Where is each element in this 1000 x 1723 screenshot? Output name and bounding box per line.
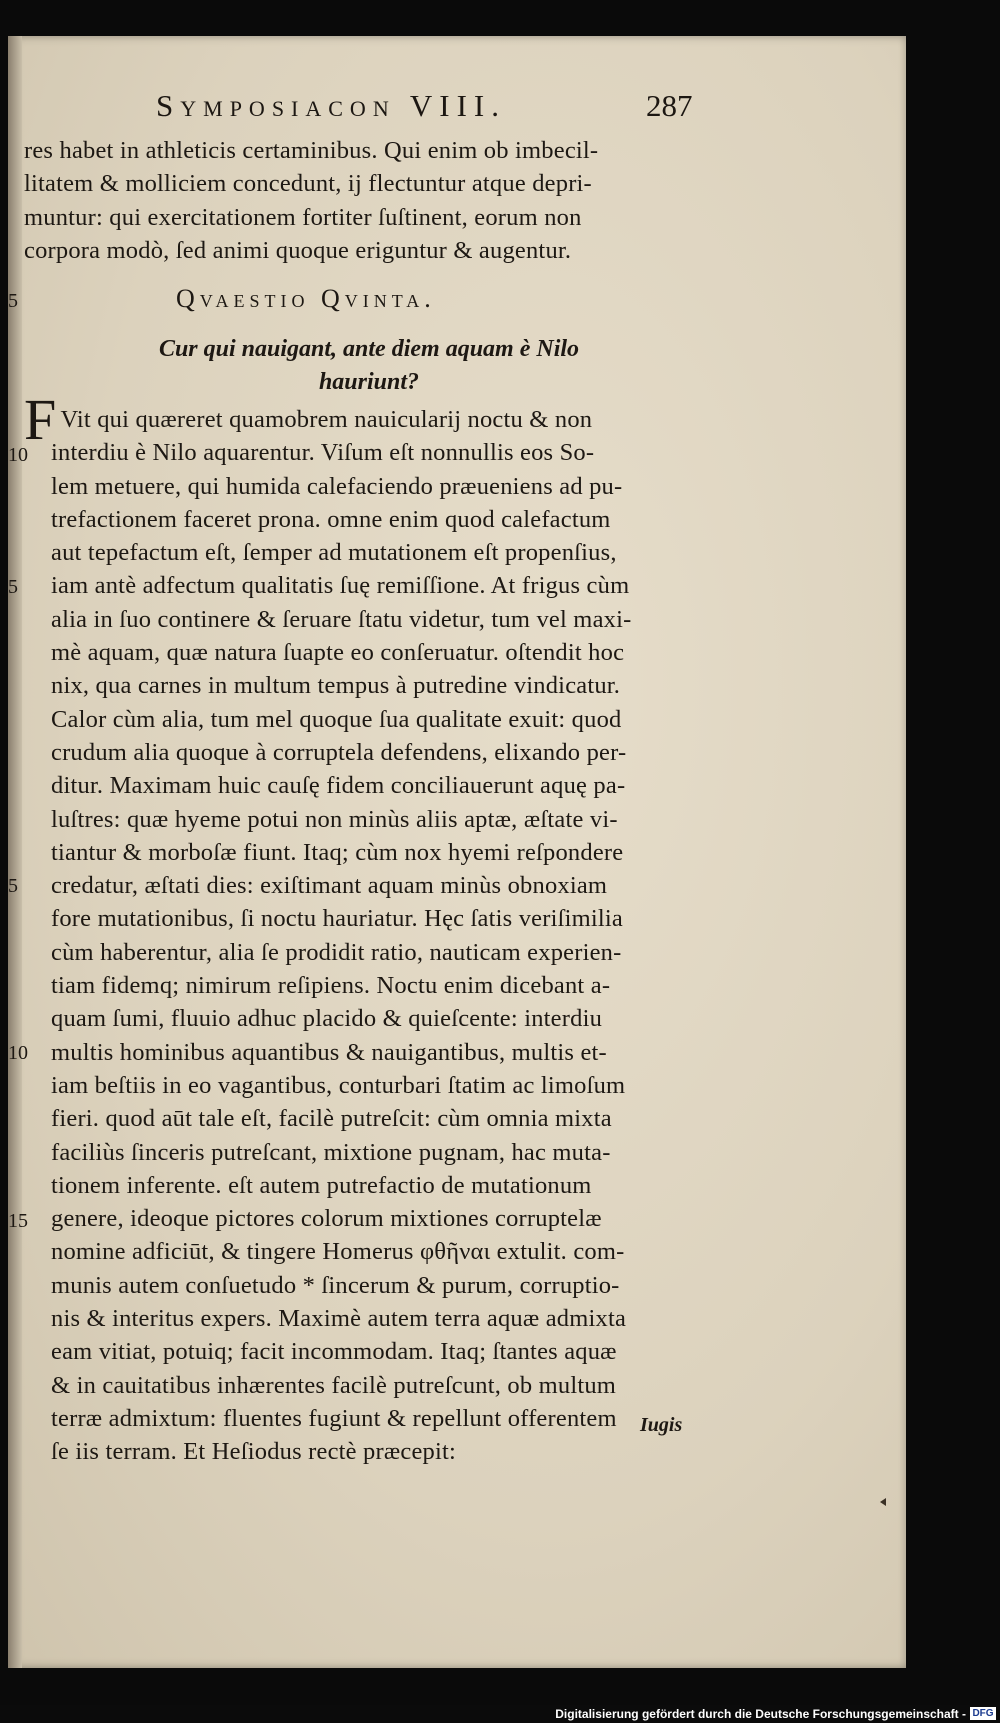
text-line: res habet in athleticis certaminibus. Qui enim ob imbecil- [24, 137, 599, 164]
page-edge-mark [880, 1498, 886, 1506]
text-line: nomine adficiūt, & tingere Homerus φθῆναι extulit. com- [51, 1238, 625, 1266]
text-line: eam vitiat, potuiq; facit incommodam. Itaq; ſtantes aquæ [51, 1338, 617, 1366]
page-gutter-shadow [8, 36, 22, 1668]
text-line: quam ſumi, fluuio adhuc placido & quieſcente: interdiu [51, 1005, 603, 1033]
text-line: trefactionem faceret prona. omne enim quod calefactum [51, 505, 611, 533]
text-line: alia in ſuo continere & ſeruare ſtatu videtur, tum vel maxi- [51, 605, 632, 633]
text-line: fore mutationibus, ſi noctu hauriatur. Hęc ſatis veriſimilia [51, 905, 623, 933]
text-line: & in cauitatibus inhærentes facilè putreſcunt, ob multum [51, 1371, 617, 1399]
margin-line-number: 15 [8, 1210, 28, 1232]
question-title-line: Cur qui nauigant, ante diem aquam è Nilo [158, 336, 580, 362]
running-title: Symposiacon VIII. [156, 88, 507, 123]
question-title-line: hauriunt? [318, 369, 420, 395]
text-line: crudum alia quoque à corruptela defendens, elixando per- [51, 738, 627, 766]
text-line: munis autem conſuetudo * ſincerum & purum, corruptio- [51, 1271, 620, 1299]
body-paragraph [24, 387, 714, 1469]
top-paragraph [24, 134, 714, 267]
text-line: nix, qua carnes in multum tempus à putredine vindicatur. [51, 672, 621, 700]
text-line: interdiu è Nilo aquarentur. Viſum eſt nonnullis eos So- [51, 439, 595, 467]
page-number: 287 [646, 88, 693, 123]
text-line: genere, ideoque pictores colorum mixtiones corruptelæ [51, 1205, 602, 1233]
digitization-footer [0, 1705, 1000, 1723]
text-line-first [24, 387, 714, 452]
text-line: credatur, æſtati dies: exiſtimant aquam minùs obnoxiam [51, 872, 608, 900]
margin-line-number: 10 [8, 444, 28, 466]
margin-line-number: 5 [8, 875, 18, 897]
text-line: tionem inferente. eſt autem putrefactio de mutationum [51, 1171, 592, 1199]
text-line: Calor cùm alia, tum mel quoque ſua qualitate exuit: quod [51, 705, 622, 733]
text-line: aut tepefactum eſt, ſemper ad mutationem eſt propenſius, [51, 539, 617, 567]
drop-capital: F [24, 387, 57, 452]
text-line: luſtres: quæ hyeme potui non minùs aliis aptæ, æſtate vi- [51, 805, 618, 833]
catchword: Iugis [640, 1414, 683, 1436]
text-line: muntur: qui exercitationem fortiter ſuſtinent, eorum non [24, 203, 582, 231]
text-line: tiam fidemq; nimirum reſipiens. Noctu enim dicebant a- [51, 972, 611, 1000]
text-line: iam beſtiis in eo vagantibus, conturbari ſtatim ac limoſum [51, 1071, 626, 1099]
text-line: faciliùs ſinceris putreſcant, mixtione pugnam, hac muta- [51, 1138, 611, 1166]
text-line: cùm haberentur, alia ſe prodidit ratio, nauticam experien- [51, 938, 622, 966]
question-heading: Qvaestio Qvinta. [176, 284, 436, 313]
text-line: ditur. Maximam huic cauſę fidem conciliauerunt aquę pa- [51, 772, 626, 800]
text-line: fieri. quod aūt tale eſt, facilè putreſcit: cùm omnia mixta [51, 1105, 612, 1133]
text-line: iam antè adfectum qualitatis ſuę remiſſione. At frigus cùm [51, 572, 630, 600]
text-line-content: Vit qui quæreret quamobrem nauicularij noctu & non [60, 406, 593, 433]
text-line: lem metuere, qui humida calefaciendo præueniens ad pu- [51, 472, 623, 500]
margin-line-number: 5 [8, 290, 18, 312]
text-line: terræ admixtum: fluentes fugiunt & repellunt offerentem [51, 1404, 617, 1432]
text-line: multis hominibus aquantibus & nauigantibus, multis et- [51, 1038, 607, 1066]
text-line: tiantur & morboſæ fiunt. Itaq; cùm nox hyemi reſpondere [51, 838, 624, 866]
dfg-logo: DFG [970, 1707, 996, 1720]
text-line: litatem & molliciem concedunt, ij flectuntur atque depri- [24, 170, 592, 198]
text-line: corpora modò, ſed animi quoque eriguntur & augentur. [24, 236, 572, 264]
book-page [8, 36, 906, 1668]
funding-credit: Digitalisierung gefördert durch die Deutsche Forschungsgemeinschaft - [555, 1707, 966, 1721]
page-header [8, 88, 906, 134]
margin-line-number: 10 [8, 1042, 28, 1064]
text-line: ſe iis terram. Et Heſiodus rectè præcepit: [51, 1438, 457, 1466]
text-line: mè aquam, quæ natura ſuapte eo conſeruatur. oſtendit hoc [51, 639, 625, 667]
text-line: nis & interitus expers. Maximè autem terra aquæ admixta [51, 1305, 627, 1333]
margin-line-number: 5 [8, 576, 18, 598]
